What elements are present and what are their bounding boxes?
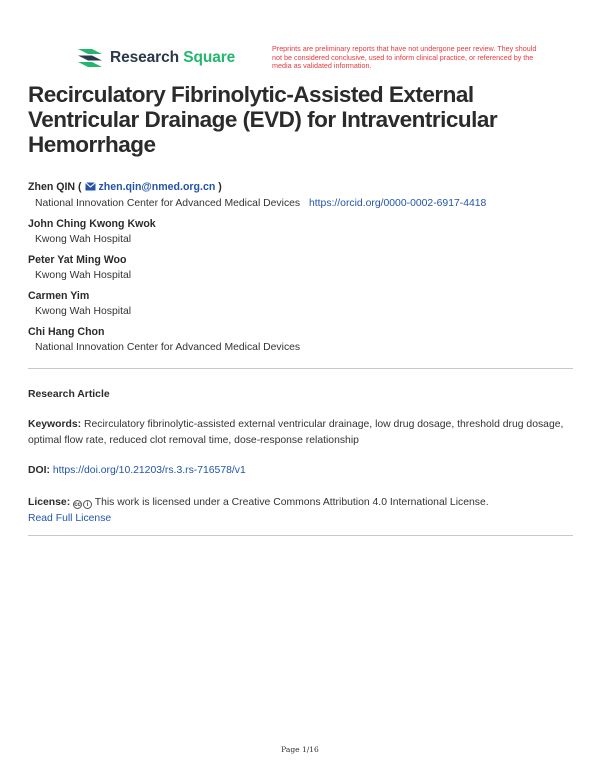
author-affiliation: National Innovation Center for Advanced Medical Devices bbox=[35, 342, 301, 353]
orcid-link[interactable]: https://orcid.org/0000-0002-6917-4418 bbox=[309, 198, 487, 209]
keywords-block bbox=[28, 417, 576, 449]
doi-link[interactable]: https://doi.org/10.21203/rs.3.rs-716578/v1 bbox=[52, 465, 246, 476]
author-entry: Zhen QIN ( zhen.qin@nmed.org.cn ) National Innovation Center for Advanced Medical Devices https://orcid.org/0000-0002-6917-4418 bbox=[28, 181, 487, 209]
research-square-logo-icon bbox=[76, 47, 104, 69]
paper-title: Recirculatory Fibrinolytic-Assisted External Ventricular Drainage (EVD) for Intraventricular Hemorrhage bbox=[28, 82, 498, 157]
author-email-link[interactable]: zhen.qin@nmed.org.cn bbox=[98, 181, 216, 193]
logo-wordmark: Research Square bbox=[110, 49, 236, 66]
keywords-label: Keywords: bbox=[28, 419, 82, 430]
by-icon: i bbox=[83, 500, 92, 509]
license-block bbox=[28, 495, 576, 527]
author-entry bbox=[28, 289, 588, 319]
page-number: Page 1/16 bbox=[281, 745, 319, 754]
author-name: Chi Hang Chon bbox=[28, 326, 105, 338]
author-entry bbox=[28, 217, 588, 247]
author-affiliation: Kwong Wah Hospital bbox=[35, 306, 132, 317]
author-name: Peter Yat Ming Woo bbox=[28, 254, 127, 266]
author-name: Zhen QIN bbox=[28, 181, 76, 193]
doi-label: DOI: bbox=[28, 465, 50, 476]
email-icon bbox=[85, 181, 96, 196]
article-type: Research Article bbox=[28, 389, 110, 400]
preprint-notice: Preprints are preliminary reports that have not undergone peer review. They should not be considered conclusive, used to inform clinical practice, or referenced by the media as validated information. bbox=[272, 44, 537, 71]
read-full-license-link[interactable]: Read Full License bbox=[28, 513, 112, 524]
author-affiliation: National Innovation Center for Advanced Medical Devices bbox=[35, 198, 301, 209]
doi-block bbox=[28, 463, 576, 479]
keywords-text: Recirculatory fibrinolytic-assisted external ventricular drainage, low drug dosage, threshold drug dosage, optimal flow rate, reduced clot removal time, dose-response relationship bbox=[28, 419, 564, 446]
section-divider bbox=[28, 535, 573, 536]
section-divider bbox=[28, 368, 573, 369]
research-square-logo[interactable] bbox=[76, 44, 235, 72]
author-affiliation: Kwong Wah Hospital bbox=[35, 270, 132, 281]
license-text: This work is licensed under a Creative Commons Attribution 4.0 International License. bbox=[94, 497, 489, 508]
author-affiliation: Kwong Wah Hospital bbox=[35, 234, 132, 245]
cc-icon: cc bbox=[74, 502, 81, 508]
author-entry bbox=[28, 253, 588, 283]
author-name: Carmen Yim bbox=[28, 290, 90, 302]
license-label: License: bbox=[28, 497, 71, 508]
author-name: John Ching Kwong Kwok bbox=[28, 218, 156, 230]
author-entry bbox=[28, 325, 588, 355]
author-list bbox=[28, 180, 588, 361]
